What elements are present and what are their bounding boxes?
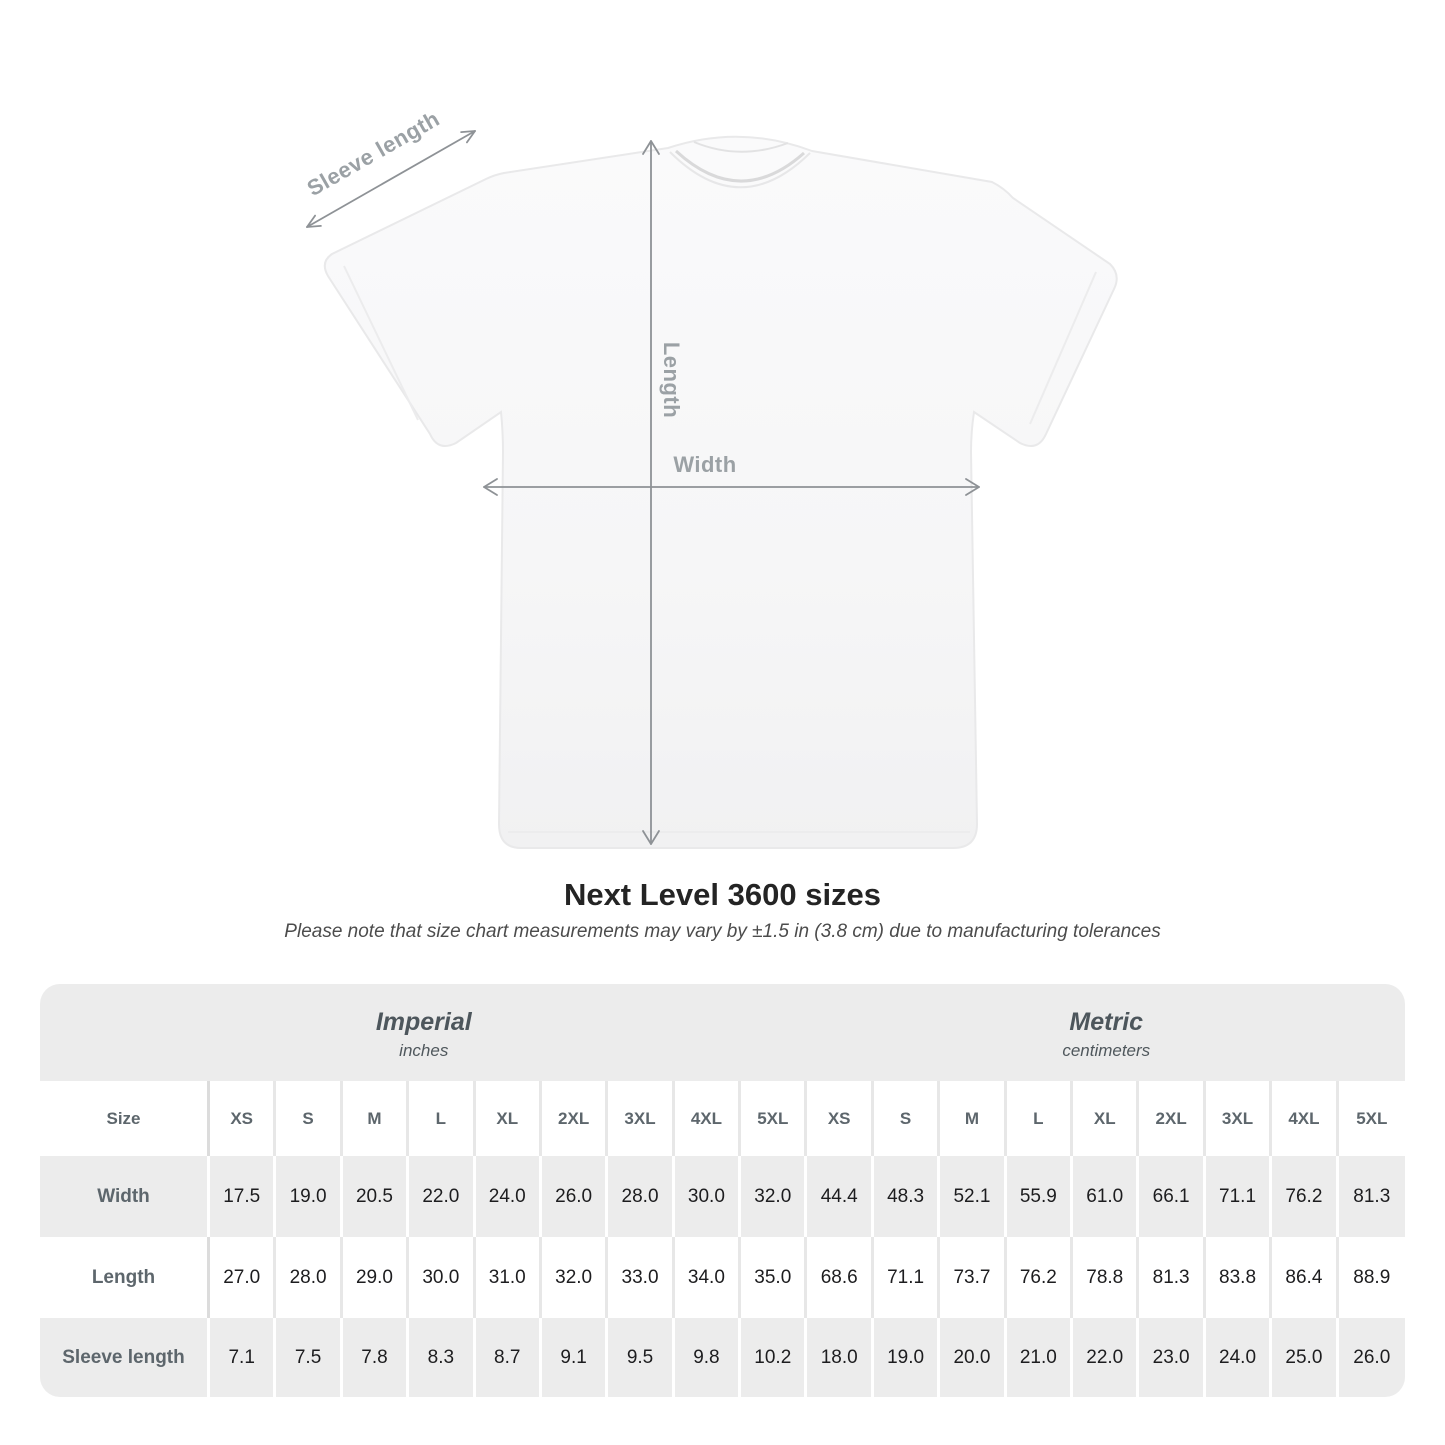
imperial-header (40, 984, 808, 1081)
value-cell: 35.0 (741, 1237, 807, 1318)
value-cell: 25.0 (1272, 1318, 1338, 1397)
value-cell: 7.5 (276, 1318, 342, 1397)
size-col-header: 2XL (1139, 1081, 1205, 1156)
size-col-header: L (1007, 1081, 1073, 1156)
value-cell: 73.7 (940, 1237, 1006, 1318)
value-cell: 34.0 (675, 1237, 741, 1318)
value-cell: 26.0 (1353, 1346, 1391, 1368)
size-col-header: XS (807, 1081, 873, 1156)
table-row-length (40, 1237, 1405, 1318)
metric-header (808, 984, 1406, 1081)
size-col-header: M (343, 1081, 409, 1156)
row-label: Length (40, 1237, 210, 1318)
value-cell: 9.1 (542, 1318, 608, 1397)
value-cell: 61.0 (1073, 1156, 1139, 1237)
value-cell: 9.5 (608, 1318, 674, 1397)
size-col-header: 4XL (675, 1081, 741, 1156)
value-cell: 81.3 (1139, 1237, 1205, 1318)
value-cell: 18.0 (807, 1318, 873, 1397)
metric-unit: centimeters (1062, 1041, 1151, 1060)
value-cell: 22.0 (409, 1156, 475, 1237)
value-cell: 76.2 (1272, 1156, 1338, 1237)
size-col-header: M (940, 1081, 1006, 1156)
tolerance-note: Please note that size chart measurements may vary by ±1.5 in (3.8 cm) due to manufacturing tolerances (284, 921, 1161, 942)
value-cell: 31.0 (476, 1237, 542, 1318)
value-cell: 32.0 (741, 1156, 807, 1237)
width-label: Width (673, 452, 737, 477)
value-cell: 24.0 (1206, 1318, 1272, 1397)
title-block (0, 876, 1445, 944)
value-cell: 81.3 (1353, 1185, 1391, 1207)
row-label: Width (40, 1156, 210, 1237)
value-cell: 27.0 (210, 1237, 276, 1318)
value-cell: 19.0 (874, 1318, 940, 1397)
value-cell: 78.8 (1073, 1237, 1139, 1318)
value-cell: 17.5 (210, 1156, 276, 1237)
value-cell: 8.7 (476, 1318, 542, 1397)
size-col-header: S (874, 1081, 940, 1156)
size-col-header: 3XL (608, 1081, 674, 1156)
value-cell: 33.0 (608, 1237, 674, 1318)
value-cell: 66.1 (1139, 1156, 1205, 1237)
value-cell: 23.0 (1139, 1318, 1205, 1397)
value-cell: 88.9 (1353, 1266, 1391, 1288)
value-cell: 28.0 (608, 1156, 674, 1237)
size-col-header: 5XL (741, 1081, 807, 1156)
value-cell: 30.0 (409, 1237, 475, 1318)
value-cell: 19.0 (276, 1156, 342, 1237)
value-cell: 9.8 (675, 1318, 741, 1397)
value-cell: 20.0 (940, 1318, 1006, 1397)
size-col-header: 2XL (542, 1081, 608, 1156)
value-cell: 29.0 (343, 1237, 409, 1318)
value-cell: 7.8 (343, 1318, 409, 1397)
value-cell: 28.0 (276, 1237, 342, 1318)
size-col-header: L (409, 1081, 475, 1156)
size-header-label: Size (40, 1081, 210, 1156)
value-cell: 71.1 (1206, 1156, 1272, 1237)
size-col-header: 5XL (1356, 1108, 1388, 1128)
value-cell: 55.9 (1007, 1156, 1073, 1237)
value-cell: 44.4 (807, 1156, 873, 1237)
table-row-sleeve-length (40, 1318, 1405, 1397)
size-col-header: 3XL (1206, 1081, 1272, 1156)
value-cell: 32.0 (542, 1237, 608, 1318)
size-header-row (40, 1081, 1405, 1156)
sleeve-length-label: Sleeve length (302, 105, 444, 202)
value-cell: 10.2 (741, 1318, 807, 1397)
value-cell: 20.5 (343, 1156, 409, 1237)
value-cell: 83.8 (1206, 1237, 1272, 1318)
size-col-header: S (276, 1081, 342, 1156)
page-title: Next Level 3600 sizes (563, 877, 882, 912)
length-label: Length (659, 341, 684, 419)
tshirt-shape-icon (325, 137, 1117, 848)
value-cell: 48.3 (874, 1156, 940, 1237)
size-col-header: XL (1073, 1081, 1139, 1156)
size-col-header: XL (476, 1081, 542, 1156)
value-cell: 68.6 (807, 1237, 873, 1318)
value-cell: 76.2 (1007, 1237, 1073, 1318)
value-cell: 7.1 (210, 1318, 276, 1397)
value-cell: 86.4 (1272, 1237, 1338, 1318)
unit-header-row (40, 984, 1405, 1081)
value-cell: 22.0 (1073, 1318, 1139, 1397)
size-table (40, 984, 1405, 1397)
size-col-header: 4XL (1272, 1081, 1338, 1156)
imperial-unit: inches (399, 1041, 449, 1060)
value-cell: 52.1 (940, 1156, 1006, 1237)
table-row-width (40, 1156, 1405, 1237)
value-cell: 8.3 (409, 1318, 475, 1397)
value-cell: 24.0 (476, 1156, 542, 1237)
value-cell: 30.0 (675, 1156, 741, 1237)
imperial-title: Imperial (375, 1008, 472, 1036)
value-cell: 21.0 (1007, 1318, 1073, 1397)
value-cell: 26.0 (542, 1156, 608, 1237)
size-col-header: XS (210, 1081, 276, 1156)
metric-title: Metric (1069, 1008, 1144, 1036)
row-label: Sleeve length (40, 1318, 210, 1397)
value-cell: 71.1 (874, 1237, 940, 1318)
